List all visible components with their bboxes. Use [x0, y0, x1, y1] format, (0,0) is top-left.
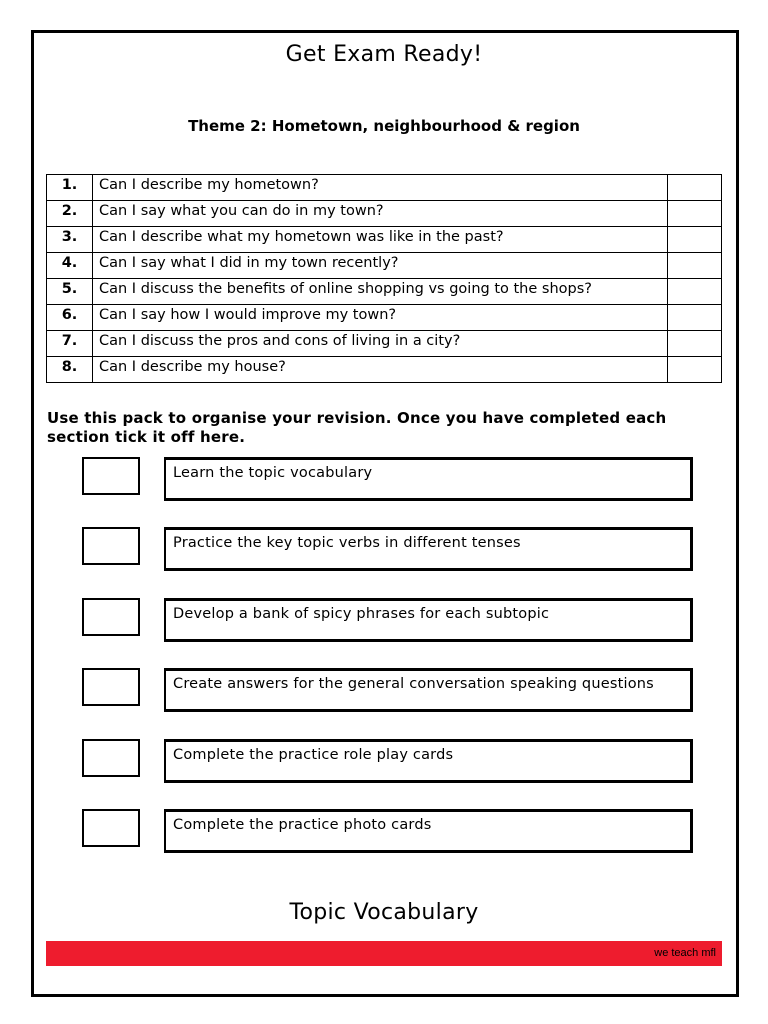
- question-text: Can I describe what my hometown was like in the past?: [93, 227, 668, 253]
- checklist-row: [82, 809, 687, 847]
- question-tick-cell[interactable]: [668, 279, 722, 305]
- table-row: [47, 357, 722, 383]
- question-tick-cell[interactable]: [668, 331, 722, 357]
- table-row: [47, 253, 722, 279]
- instructions-text: Use this pack to organise your revision. Once you have completed each section tick it off here.: [47, 409, 667, 446]
- question-tick-cell[interactable]: [668, 253, 722, 279]
- question-number: 3.: [47, 227, 93, 253]
- section-heading: Topic Vocabulary: [289, 900, 479, 925]
- task-checkbox[interactable]: [82, 457, 140, 495]
- question-number: 7.: [47, 331, 93, 357]
- question-number: 2.: [47, 201, 93, 227]
- question-number: 8.: [47, 357, 93, 383]
- task-checkbox[interactable]: [82, 668, 140, 706]
- table-row: [47, 305, 722, 331]
- task-label: Create answers for the general conversation speaking questions: [164, 668, 693, 712]
- table-row: [47, 201, 722, 227]
- task-label: Practice the key topic verbs in different tenses: [164, 527, 693, 571]
- footer-brand-text: we teach mfl: [654, 947, 716, 959]
- checklist-row: [82, 668, 687, 706]
- question-text: Can I describe my house?: [93, 357, 668, 383]
- theme-subtitle: Theme 2: Hometown, neighbourhood & region: [188, 117, 580, 135]
- task-label: Complete the practice photo cards: [164, 809, 693, 853]
- task-label: Learn the topic vocabulary: [164, 457, 693, 501]
- checklist-row: [82, 739, 687, 777]
- page-title: Get Exam Ready!: [285, 42, 483, 67]
- question-text: Can I discuss the pros and cons of living in a city?: [93, 331, 668, 357]
- question-tick-cell[interactable]: [668, 201, 722, 227]
- footer-bar: [46, 941, 722, 966]
- task-label: Complete the practice role play cards: [164, 739, 693, 783]
- checklist-row: [82, 457, 687, 495]
- task-label: Develop a bank of spicy phrases for each subtopic: [164, 598, 693, 642]
- question-tick-cell[interactable]: [668, 227, 722, 253]
- task-checkbox[interactable]: [82, 739, 140, 777]
- table-row: [47, 279, 722, 305]
- question-number: 5.: [47, 279, 93, 305]
- table-row: [47, 331, 722, 357]
- question-text: Can I discuss the benefits of online shopping vs going to the shops?: [93, 279, 668, 305]
- question-number: 1.: [47, 175, 93, 201]
- task-checkbox[interactable]: [82, 527, 140, 565]
- question-number: 6.: [47, 305, 93, 331]
- table-row: [47, 227, 722, 253]
- task-checkbox[interactable]: [82, 809, 140, 847]
- question-text: Can I say how I would improve my town?: [93, 305, 668, 331]
- table-row: [47, 175, 722, 201]
- question-text: Can I describe my hometown?: [93, 175, 668, 201]
- question-tick-cell[interactable]: [668, 175, 722, 201]
- checklist-row: [82, 598, 687, 636]
- question-number: 4.: [47, 253, 93, 279]
- checklist-row: [82, 527, 687, 565]
- question-text: Can I say what you can do in my town?: [93, 201, 668, 227]
- questions-table: [46, 174, 722, 383]
- task-checkbox[interactable]: [82, 598, 140, 636]
- question-tick-cell[interactable]: [668, 357, 722, 383]
- question-tick-cell[interactable]: [668, 305, 722, 331]
- question-text: Can I say what I did in my town recently?: [93, 253, 668, 279]
